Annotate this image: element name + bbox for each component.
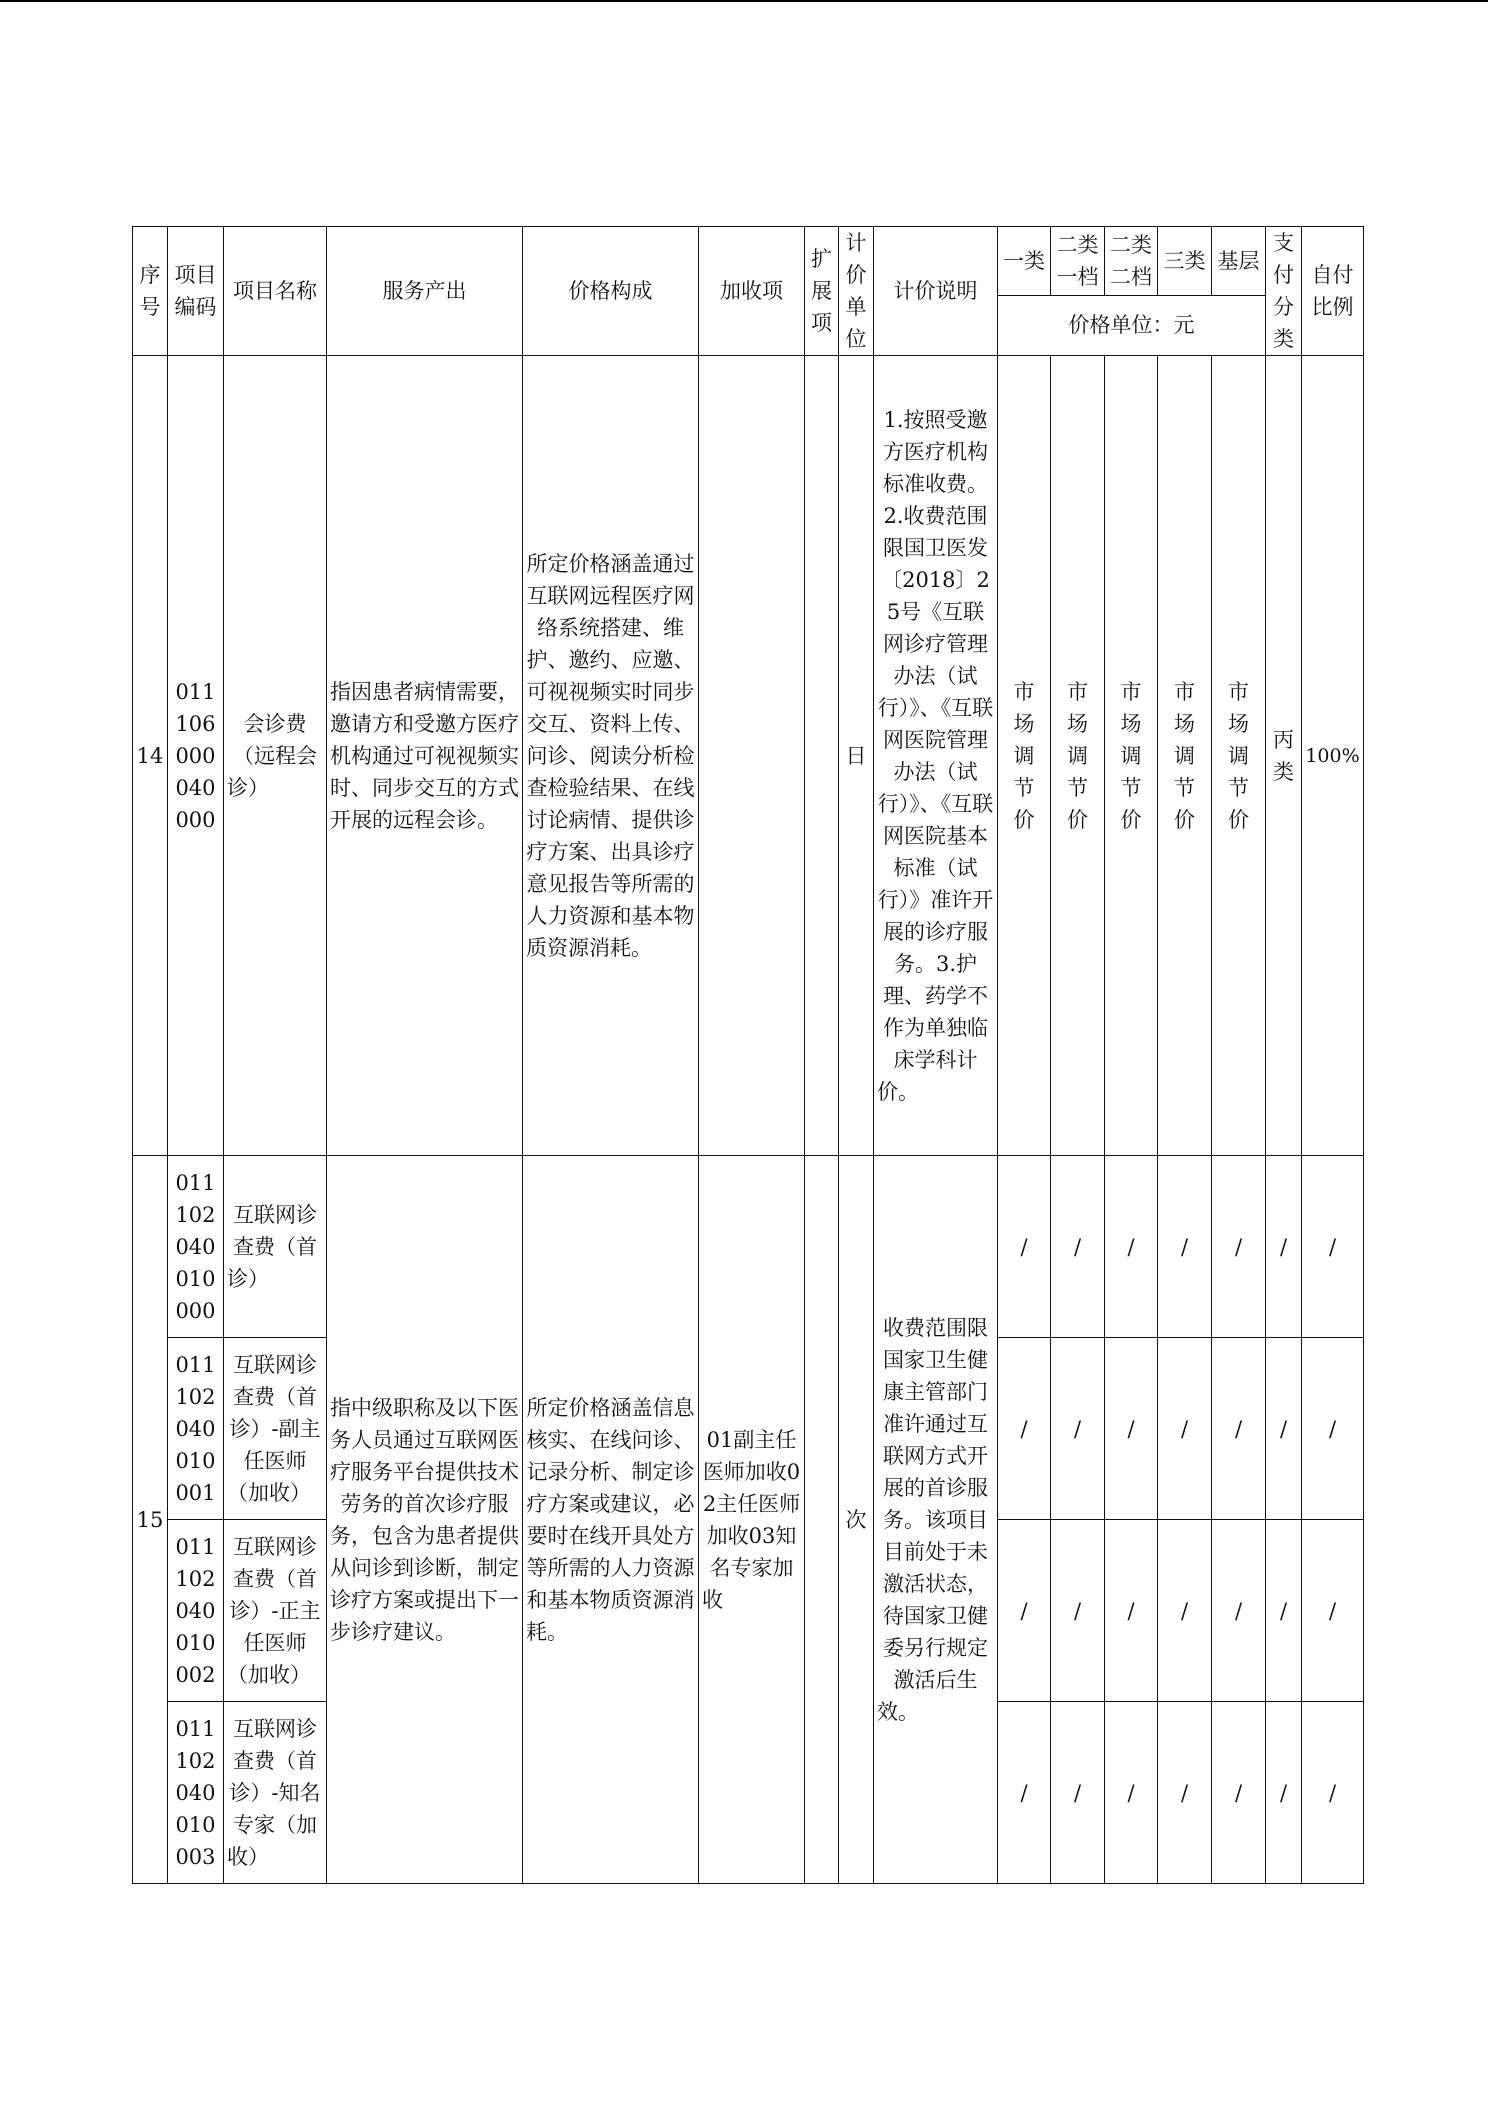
row15-4-payment: / — [1266, 1702, 1302, 1884]
header-composition: 价格构成 — [523, 227, 699, 356]
row15-extension — [805, 1156, 839, 1884]
header-tier1: 一类 — [998, 227, 1051, 296]
row15-3-tier3: / — [1158, 1520, 1212, 1702]
table-row-15-1 — [133, 1156, 1364, 1338]
header-output: 服务产出 — [327, 227, 523, 356]
row15-name-3: 互联网诊查费（首诊）-正主任医师（加收） — [224, 1520, 327, 1702]
row15-1-tier1: / — [998, 1156, 1051, 1338]
row15-4-tier2a: / — [1051, 1702, 1105, 1884]
row15-notes: 收费范围限国家卫生健康主管部门准许通过互联网方式开展的首诊服务。该项目目前处于未激活状态，待国家卫健委另行规定激活后生效。 — [874, 1156, 998, 1884]
row15-3-tier2a: / — [1051, 1520, 1105, 1702]
table-row-14 — [133, 356, 1364, 1156]
row14-tier2b: 市场调节价 — [1105, 356, 1158, 1156]
row15-seq: 15 — [133, 1156, 168, 1884]
row15-1-tier2b: / — [1105, 1156, 1158, 1338]
header-code: 项目编码 — [168, 227, 224, 356]
row15-3-payment: / — [1266, 1520, 1302, 1702]
header-row-1 — [133, 227, 1364, 296]
header-basic: 基层 — [1212, 227, 1266, 296]
row15-2-payment: / — [1266, 1338, 1302, 1520]
row15-output: 指中级职称及以下医务人员通过互联网医疗服务平台提供技术劳务的首次诊疗服务，包含为患者提供从问诊到诊断，制定诊疗方案或提出下一步诊疗建议。 — [327, 1156, 523, 1884]
row14-seq: 14 — [133, 356, 168, 1156]
row15-3-tier1: / — [998, 1520, 1051, 1702]
header-notes: 计价说明 — [874, 227, 998, 356]
row14-surcharge — [699, 356, 805, 1156]
row15-1-basic: / — [1212, 1156, 1266, 1338]
header-tier3: 三类 — [1158, 227, 1212, 296]
row15-1-self-pay: / — [1302, 1156, 1364, 1338]
row15-4-basic: / — [1212, 1702, 1266, 1884]
header-payment: 支付分类 — [1266, 227, 1302, 356]
row14-self-pay: 100% — [1302, 356, 1364, 1156]
row15-4-tier1: / — [998, 1702, 1051, 1884]
row14-notes: 1.按照受邀方医疗机构标准收费。2.收费范围限国卫医发〔2018〕25号《互联网诊疗管理办法（试行）》、《互联网医院管理办法（试行）》、《互联网医院基本标准（试行）》准许开展的诊疗服务。3.护理、药学不作为单独临床学科计价。 — [874, 356, 998, 1156]
header-unit: 计价单位 — [839, 227, 874, 356]
row15-1-tier2a: / — [1051, 1156, 1105, 1338]
row15-3-self-pay: / — [1302, 1520, 1364, 1702]
header-price-unit: 价格单位：元 — [998, 295, 1266, 355]
row15-3-tier2b: / — [1105, 1520, 1158, 1702]
row14-tier1: 市场调节价 — [998, 356, 1051, 1156]
row14-basic: 市场调节价 — [1212, 356, 1266, 1156]
row15-code-4: 011102040010003 — [168, 1702, 224, 1884]
row15-code-1: 011102040010000 — [168, 1156, 224, 1338]
row15-4-self-pay: / — [1302, 1702, 1364, 1884]
row14-name: 会诊费（远程会诊） — [224, 356, 327, 1156]
row15-name-4: 互联网诊查费（首诊）-知名专家（加收） — [224, 1702, 327, 1884]
row15-4-tier3: / — [1158, 1702, 1212, 1884]
row15-code-3: 011102040010002 — [168, 1520, 224, 1702]
header-extension: 扩展项 — [805, 227, 839, 356]
row15-2-tier3: / — [1158, 1338, 1212, 1520]
row15-1-tier3: / — [1158, 1156, 1212, 1338]
row15-3-basic: / — [1212, 1520, 1266, 1702]
header-tier2a: 二类一档 — [1051, 227, 1105, 296]
row15-2-tier2b: / — [1105, 1338, 1158, 1520]
header-tier2b: 二类二档 — [1105, 227, 1158, 296]
row15-4-tier2b: / — [1105, 1702, 1158, 1884]
row14-tier2a: 市场调节价 — [1051, 356, 1105, 1156]
row15-surcharge: 01副主任医师加收02主任医师加收03知名专家加收 — [699, 1156, 805, 1884]
row14-payment: 丙类 — [1266, 356, 1302, 1156]
header-name: 项目名称 — [224, 227, 327, 356]
row14-code: 011106000040000 — [168, 356, 224, 1156]
row15-2-tier1: / — [998, 1338, 1051, 1520]
row15-2-self-pay: / — [1302, 1338, 1364, 1520]
row14-output: 指因患者病情需要，邀请方和受邀方医疗机构通过可视视频实时、同步交互的方式开展的远程会诊。 — [327, 356, 523, 1156]
row15-composition: 所定价格涵盖信息核实、在线问诊、记录分析、制定诊疗方案或建议，必要时在线开具处方等所需的人力资源和基本物质资源消耗。 — [523, 1156, 699, 1884]
top-rule — [0, 0, 1488, 2]
row15-name-1: 互联网诊查费（首诊） — [224, 1156, 327, 1338]
price-table — [132, 226, 1364, 1884]
header-surcharge: 加收项 — [699, 227, 805, 356]
row15-2-basic: / — [1212, 1338, 1266, 1520]
row15-1-payment: / — [1266, 1156, 1302, 1338]
row14-tier3: 市场调节价 — [1158, 356, 1212, 1156]
row14-extension — [805, 356, 839, 1156]
row14-unit: 日 — [839, 356, 874, 1156]
row15-code-2: 011102040010001 — [168, 1338, 224, 1520]
row15-unit: 次 — [839, 1156, 874, 1884]
header-seq: 序号 — [133, 227, 168, 356]
header-self-pay: 自付比例 — [1302, 227, 1364, 356]
row15-2-tier2a: / — [1051, 1338, 1105, 1520]
row15-name-2: 互联网诊查费（首诊）-副主任医师（加收） — [224, 1338, 327, 1520]
row14-composition: 所定价格涵盖通过互联网远程医疗网络系统搭建、维护、邀约、应邀、可视视频实时同步交互、资料上传、问诊、阅读分析检查检验结果、在线讨论病情、提供诊疗方案、出具诊疗意见报告等所需的人力资源和基本物质资源消耗。 — [523, 356, 699, 1156]
